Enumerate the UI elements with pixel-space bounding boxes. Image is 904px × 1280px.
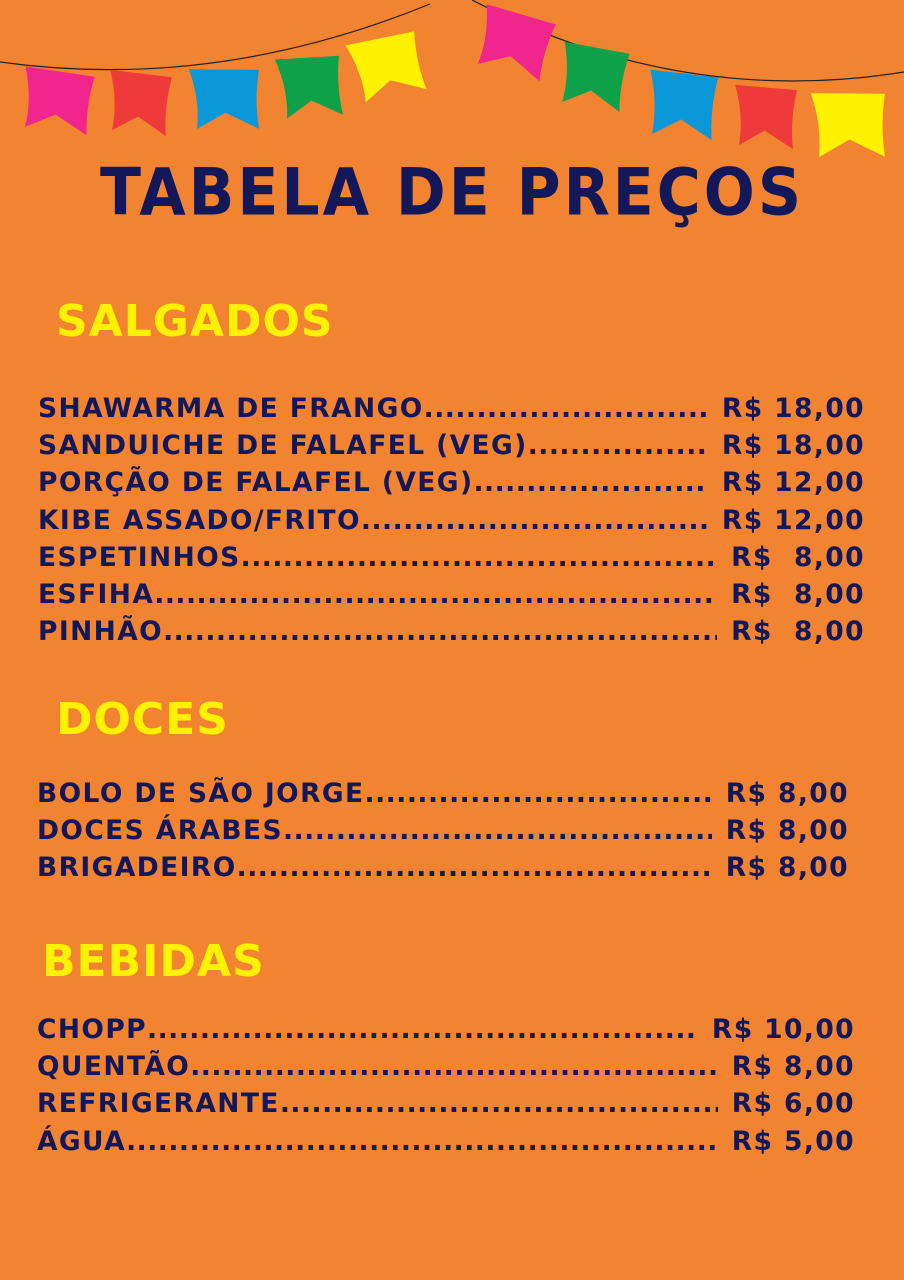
item-price: R$ 8,00 xyxy=(725,852,849,884)
item-price: R$ 8,00 xyxy=(731,1051,855,1083)
item-name: PORÇÃO DE FALAFEL (VEG) xyxy=(38,467,474,499)
bunting-flag xyxy=(733,85,797,149)
doces-list xyxy=(37,778,849,890)
list-item xyxy=(37,1014,855,1051)
list-item xyxy=(37,852,849,889)
item-price: R$ 18,00 xyxy=(721,393,865,424)
item-price: R$ 8,00 xyxy=(731,578,865,610)
item-price: R$ 12,00 xyxy=(721,467,865,499)
item-name: DOCES ÁRABES xyxy=(37,815,283,847)
dot-leader xyxy=(163,616,717,647)
page-title: TABELA DE PREÇOS xyxy=(99,155,805,231)
item-name: KIBE ASSADO/FRITO xyxy=(38,504,361,536)
bunting-flag xyxy=(646,70,718,141)
bunting-flag xyxy=(106,70,172,136)
item-name: PINHÃO xyxy=(38,616,164,648)
dot-leader xyxy=(424,393,708,424)
dot-leader xyxy=(190,1051,718,1082)
list-item xyxy=(37,1126,855,1163)
list-item xyxy=(38,542,865,579)
item-price: R$ 18,00 xyxy=(721,430,865,462)
item-name: SANDUICHE DE FALAFEL (VEG) xyxy=(38,430,528,462)
bunting-flag xyxy=(346,28,429,105)
item-name: BOLO DE SÃO JORGE xyxy=(37,778,365,809)
dot-leader xyxy=(280,1088,718,1119)
item-price: R$ 8,00 xyxy=(725,778,849,809)
item-name: CHOPP xyxy=(37,1014,147,1045)
item-name: ÁGUA xyxy=(37,1125,127,1157)
item-name: QUENTÃO xyxy=(37,1051,191,1083)
item-price: R$ 8,00 xyxy=(725,815,849,847)
dot-leader xyxy=(237,852,712,883)
item-name: BRIGADEIRO xyxy=(37,852,237,884)
item-price: R$ 10,00 xyxy=(711,1014,855,1045)
dot-leader xyxy=(241,542,717,573)
section-title-salgados: SALGADOS xyxy=(56,296,334,347)
item-price: R$ 6,00 xyxy=(731,1088,855,1120)
bebidas-list xyxy=(37,1014,855,1163)
item-price: R$ 12,00 xyxy=(721,504,865,536)
list-item xyxy=(37,815,849,852)
list-item xyxy=(38,505,865,542)
dot-leader xyxy=(361,505,708,536)
dot-leader xyxy=(365,778,712,809)
list-item xyxy=(37,1088,855,1125)
item-name: REFRIGERANTE xyxy=(37,1088,280,1120)
list-item xyxy=(38,616,865,653)
item-name: ESFIHA xyxy=(38,578,155,610)
section-title-doces: DOCES xyxy=(56,694,229,745)
list-item xyxy=(37,1051,855,1088)
list-item xyxy=(38,393,865,430)
bunting-flag xyxy=(19,67,95,136)
dot-leader xyxy=(283,815,712,846)
bunting-flag xyxy=(811,91,887,160)
bunting-flag xyxy=(189,67,261,131)
dot-leader xyxy=(154,579,717,610)
bunting-flag xyxy=(472,4,557,82)
item-name: SHAWARMA DE FRANGO xyxy=(38,393,424,424)
festive-bunting xyxy=(0,0,904,180)
section-title-bebidas: BEBIDAS xyxy=(42,936,265,987)
list-item xyxy=(38,430,865,467)
dot-leader xyxy=(473,467,707,498)
item-name: ESPETINHOS xyxy=(38,541,241,573)
bunting-flag xyxy=(556,42,630,113)
item-price: R$ 8,00 xyxy=(731,541,865,573)
dot-leader xyxy=(528,430,708,461)
dot-leader xyxy=(147,1014,698,1045)
list-item xyxy=(38,579,865,616)
list-item xyxy=(38,467,865,504)
dot-leader xyxy=(126,1126,718,1157)
item-price: R$ 8,00 xyxy=(731,616,865,648)
salgados-list xyxy=(38,393,865,653)
bunting-flag xyxy=(275,53,345,121)
item-price: R$ 5,00 xyxy=(731,1125,855,1157)
list-item xyxy=(37,778,849,815)
